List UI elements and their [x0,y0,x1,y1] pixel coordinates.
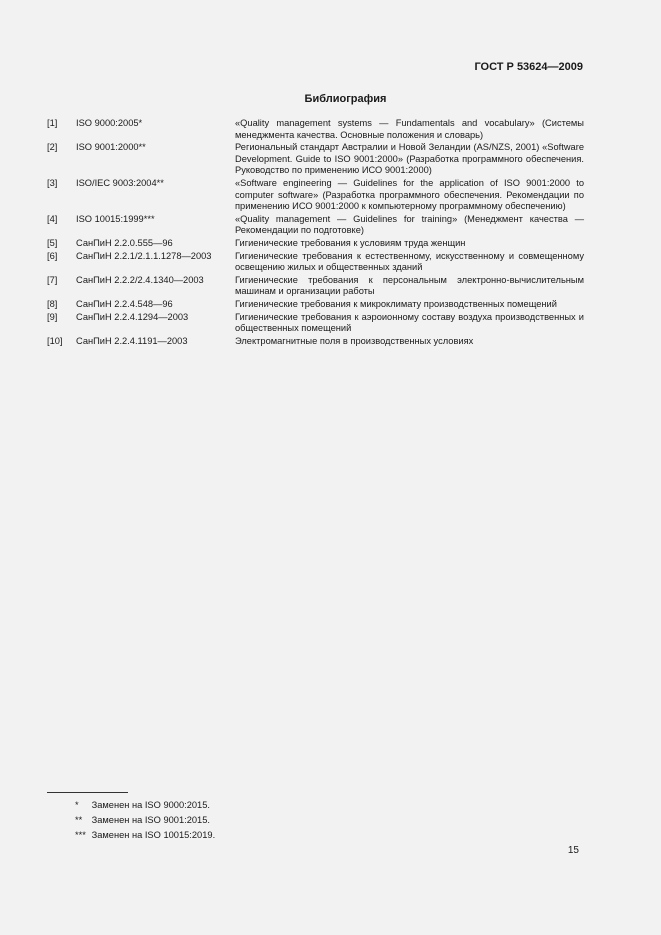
footnote-text: Заменен на ISO 10015:2019. [91,830,216,840]
page-number: 15 [567,845,579,856]
entry-description: Гигиенические требования к естественному, искусственному и совмещенному освещению жилых и общественных зданий [235,250,584,273]
entry-description: «Quality management — Guidelines for training» (Менеджмент качества — Рекомендации по подготовке) [235,213,584,236]
entry-document: СанПиН 2.2.4.1191—2003 [76,335,188,346]
bibliography-entry [47,142,584,177]
entry-description: «Software engineering — Guidelines for the application of ISO 9001:2000 to computer software» (Разработка программного обеспечения. Рекомендации по применению ИСО 9001:2000 к компьютерному программному обеспечению) [235,177,584,212]
footnote-text: Заменен на ISO 9001:2015. [91,815,210,825]
entry-number: [1] [47,118,58,128]
footnote-mark: * [75,800,79,810]
bibliography-entry [47,275,584,298]
entry-number: [2] [47,142,58,153]
entry-document: СанПиН 2.2.1/2.1.1.1278—2003 [76,250,212,261]
footnote [75,798,215,813]
document-code: ГОСТ Р 53624—2009 [474,61,583,73]
footnote-mark: *** [75,830,86,840]
entry-document: СанПиН 2.2.2/2.4.1340—2003 [76,274,204,285]
entry-document: СанПиН 2.2.4.548—96 [76,298,173,309]
bibliography-entry [47,251,584,274]
bibliography-entry [47,299,584,311]
entry-number: [10] [47,335,63,346]
footnote-divider [47,792,128,793]
bibliography-entry [47,118,584,141]
entry-description: Гигиенические требования к персональным электронно-вычислительным машинам и организации работы [235,274,584,297]
bibliography-list [47,118,584,348]
entry-number: [7] [47,274,58,285]
entry-number: [3] [47,177,58,188]
entry-number: [8] [47,298,58,309]
bibliography-title: Библиография [304,93,387,105]
entry-description: Гигиенические требования к аэроионному составу воздуха производственных и общественных помещений [235,311,584,334]
entry-description: Электромагнитные поля в производственных условиях [235,335,474,346]
footnote [75,813,215,828]
footnote-mark: ** [75,815,83,825]
bibliography-entry [47,238,584,250]
bibliography-entry [47,336,584,348]
entry-number: [5] [47,237,58,248]
entry-document: ISO 10015:1999*** [76,213,155,224]
footnote-text: Заменен на ISO 9000:2015. [91,800,210,810]
entry-number: [4] [47,213,58,224]
entry-document: СанПиН 2.2.0.555—96 [76,237,173,248]
entry-number: [9] [47,311,58,322]
entry-number: [6] [47,250,58,261]
bibliography-entry [47,312,584,335]
entry-description: «Quality management systems — Fundamentals and vocabulary» (Системы менеджмента качества. Основные положения и словарь) [235,118,584,140]
entry-document: ISO/IEC 9003:2004** [76,177,164,188]
footnotes [75,798,215,843]
entry-description: Региональный стандарт Австралии и Новой Зеландии (AS/NZS, 2001) «Software Development. Guide to ISO 9001:2000» (Разработка программного обеспечения. Руководство по применению ИСО 9001:2000) [235,142,584,176]
entry-document: ISO 9001:2000** [76,142,146,153]
entry-document: ISO 9000:2005* [76,118,143,128]
footnote [75,828,215,843]
bibliography-entry [47,178,584,213]
bibliography-entry [47,214,584,237]
entry-description: Гигиенические требования к микроклимату производственных помещений [235,298,557,309]
entry-description: Гигиенические требования к условиям труда женщин [235,237,466,248]
entry-document: СанПиН 2.2.4.1294—2003 [76,311,189,322]
